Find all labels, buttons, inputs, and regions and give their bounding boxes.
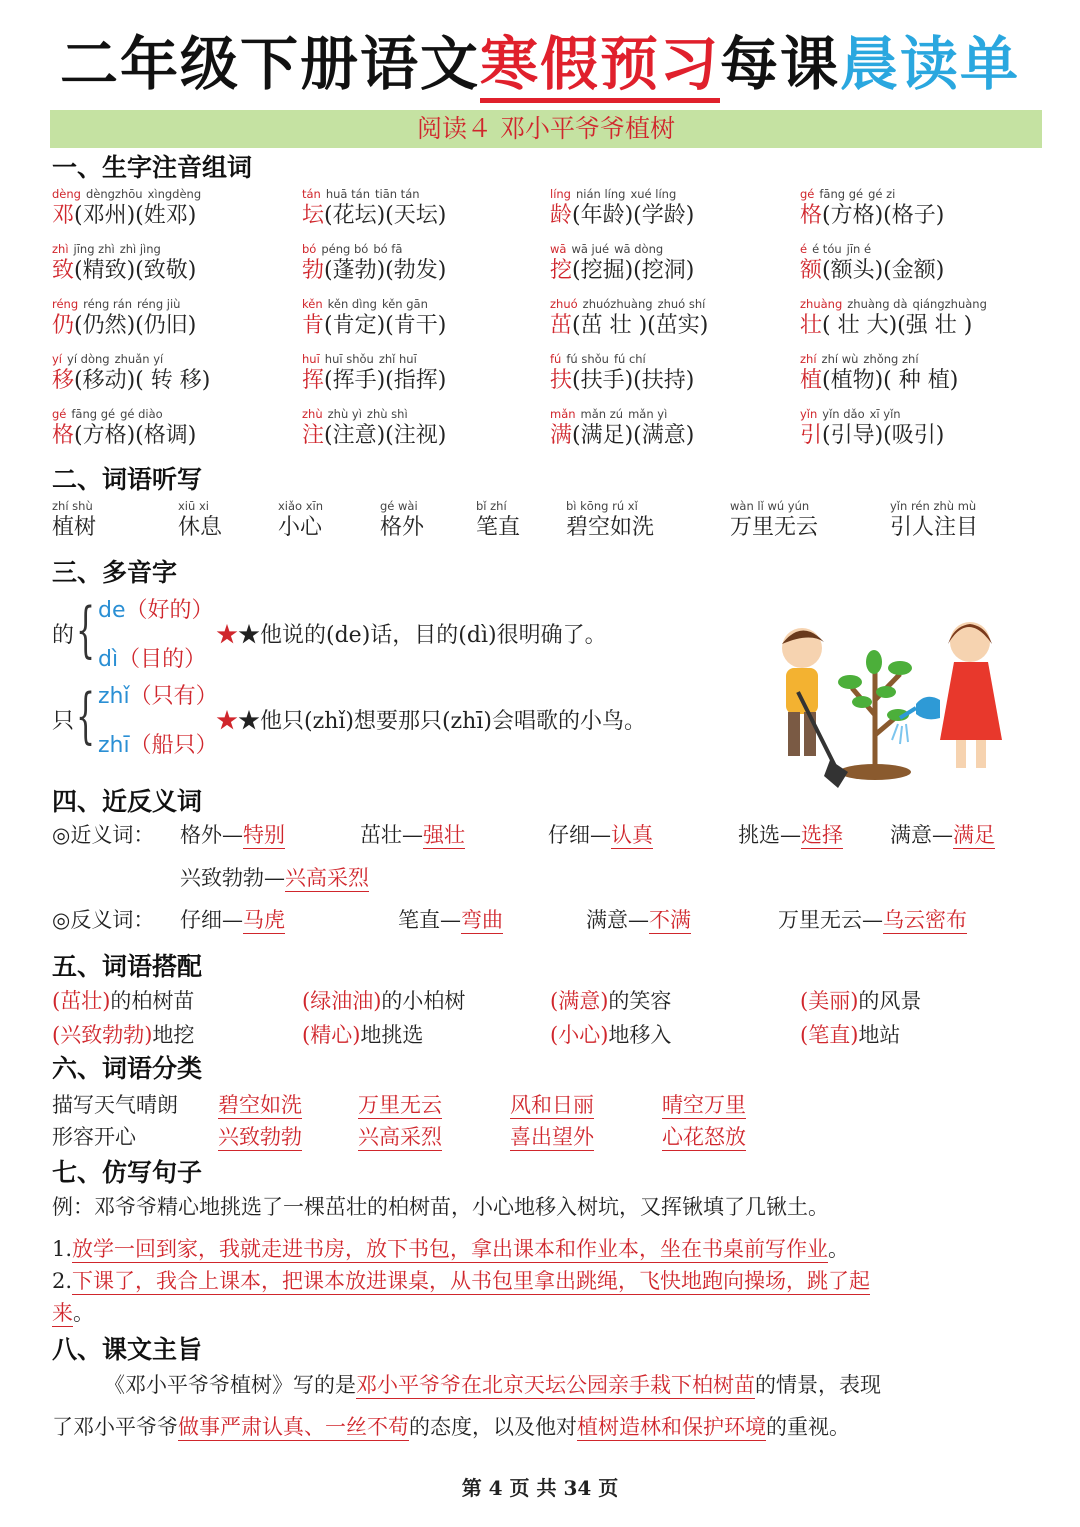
category-answer: 兴高采烈 xyxy=(358,1125,442,1149)
dictation-chars: 植树 xyxy=(52,515,97,540)
new-character: 壮 xyxy=(800,313,823,338)
pinyin: zhù shì xyxy=(366,407,408,421)
new-character: 移 xyxy=(52,368,75,393)
pinyin: zhuàng dà xyxy=(847,297,908,311)
collocation-answer: (精心) xyxy=(302,1023,361,1047)
pinyin-row xyxy=(302,407,446,421)
char-words xyxy=(550,201,694,231)
char-words xyxy=(550,311,710,341)
brace-icon: { xyxy=(76,595,96,665)
pinyin: kěn dìng xyxy=(327,297,377,311)
pinyin: gé xyxy=(800,187,815,201)
new-character: 致 xyxy=(52,258,75,283)
collocation-word: 的柏树苗 xyxy=(110,989,195,1013)
pinyin: bó fā xyxy=(373,242,403,256)
collocation-answer: (满意) xyxy=(550,989,609,1013)
collocation-word: 地挖 xyxy=(152,1023,195,1047)
word-groups: (额头)(金额) xyxy=(822,258,945,283)
section-heading-6: 六、词语分类 xyxy=(52,1054,203,1083)
dictation-pinyin: xiū xi xyxy=(178,499,209,513)
char-words xyxy=(302,256,446,286)
char-words xyxy=(550,366,694,396)
pair-answer: 强壮 xyxy=(423,823,465,847)
collocation-answer: (小心) xyxy=(550,1023,609,1047)
collocation xyxy=(550,1020,671,1050)
dictation-word xyxy=(178,499,222,543)
pinyin-row xyxy=(550,407,694,421)
category-word xyxy=(358,1122,442,1152)
char-entry xyxy=(800,297,992,341)
category-word xyxy=(218,1122,302,1152)
pair-word: 满意— xyxy=(586,908,649,932)
polyphone-char-zhi: 只 xyxy=(52,709,75,734)
pinyin: tán xyxy=(302,187,321,201)
char-words xyxy=(52,201,206,231)
pinyin: kěn xyxy=(302,297,323,311)
boy-figure xyxy=(782,628,848,788)
pinyin: é tóu xyxy=(812,242,842,256)
collocation xyxy=(800,986,921,1016)
pinyin: dèng xyxy=(52,187,81,201)
dictation-word xyxy=(730,499,818,543)
pinyin-row xyxy=(302,352,446,366)
char-entry xyxy=(302,242,446,286)
pinyin: jīn é xyxy=(846,242,872,256)
pinyin-row xyxy=(52,352,210,366)
dictation-word xyxy=(890,499,978,543)
collocation xyxy=(52,986,194,1016)
char-words xyxy=(550,256,694,286)
imitate-example: 例：邓爷爷精心地挑选了一棵茁壮的柏树苗，小心地移入树坑，又挥锹填了几锹土。 xyxy=(52,1195,829,1219)
char-entry xyxy=(800,242,944,286)
pinyin: zhuózhuàng xyxy=(582,297,653,311)
char-entry xyxy=(800,187,944,231)
title-each-lesson: 每课 xyxy=(720,30,841,98)
collocation-word: 的笑容 xyxy=(608,989,672,1013)
word-groups: (蓬勃)(勃发) xyxy=(324,258,447,283)
dictation-word xyxy=(52,499,96,543)
polyphone-sentence-1: ★★他说的(de)话，目的(dì)很明确了。 xyxy=(216,623,607,648)
pinyin: xī yǐn xyxy=(869,407,901,421)
word-groups: (花坛)(天坛) xyxy=(324,203,447,228)
word-groups: (仍然)(仍旧) xyxy=(74,313,197,338)
page-title xyxy=(0,26,1080,102)
pinyin: mǎn yì xyxy=(628,407,668,421)
category-label: 描写天气晴朗 xyxy=(52,1093,178,1117)
collocation-answer: (美丽) xyxy=(800,989,859,1013)
title-morning-sheet: 晨读单 xyxy=(840,30,1021,98)
pinyin: qiángzhuàng xyxy=(912,297,987,311)
pinyin: zhuó xyxy=(550,297,578,311)
new-character: 勃 xyxy=(302,258,325,283)
pinyin-row xyxy=(52,407,196,421)
char-entry xyxy=(550,352,694,396)
pair-answer: 不满 xyxy=(649,908,691,932)
char-words xyxy=(302,366,446,396)
pinyin: wā jué xyxy=(571,242,610,256)
char-entry xyxy=(302,352,446,396)
category-answer: 万里无云 xyxy=(358,1093,442,1117)
title-preview: 寒假预习 xyxy=(480,30,720,103)
collocation-word: 的风景 xyxy=(858,989,922,1013)
word-pair xyxy=(586,905,691,935)
word-groups: (肯定)(肯干) xyxy=(324,313,447,338)
word-groups: ( 壮 大)(强 壮 ) xyxy=(822,313,973,338)
section-heading-2: 二、词语听写 xyxy=(52,465,203,494)
char-entry xyxy=(550,187,694,231)
dictation-chars: 万里无云 xyxy=(730,515,819,540)
char-words xyxy=(800,366,958,396)
new-character: 邓 xyxy=(52,203,75,228)
new-character: 格 xyxy=(52,423,75,448)
pinyin: huī xyxy=(302,352,320,366)
pinyin: gé xyxy=(52,407,67,421)
word-groups: (扶手)(扶持) xyxy=(572,368,695,393)
pinyin: zhí xyxy=(800,352,817,366)
pair-word: 兴致勃勃— xyxy=(180,866,285,890)
imitate-answer-1: 1.放学一回到家，我就走进书房，放下书包，拿出课本和作业本，坐在书桌前写作业。 xyxy=(52,1237,850,1261)
category-word xyxy=(510,1090,594,1120)
pinyin-row xyxy=(550,352,694,366)
pair-word: 挑选— xyxy=(738,823,801,847)
char-words xyxy=(550,421,694,451)
lesson-banner: 阅读４ 邓小平爷爷植树 xyxy=(50,110,1042,148)
pair-answer: 弯曲 xyxy=(461,908,503,932)
pinyin-row xyxy=(302,187,446,201)
pinyin: yí dòng xyxy=(67,352,110,366)
pair-answer: 兴高采烈 xyxy=(285,866,369,890)
word-groups: (茁 壮 )(茁实) xyxy=(572,313,709,338)
pair-answer: 满足 xyxy=(953,823,995,847)
pair-answer: 选择 xyxy=(801,823,843,847)
char-words xyxy=(800,311,992,341)
pinyin: gé zi xyxy=(868,187,896,201)
word-groups: (年龄)(学龄) xyxy=(572,203,695,228)
pinyin: zhù yì xyxy=(327,407,362,421)
word-pair xyxy=(778,905,967,935)
pinyin: huā tán xyxy=(325,187,370,201)
pinyin: tiān tán xyxy=(374,187,420,201)
pinyin: wā dòng xyxy=(614,242,664,256)
new-character: 坛 xyxy=(302,203,325,228)
pinyin: wā xyxy=(550,242,567,256)
pinyin: mǎn zú xyxy=(580,407,624,421)
dictation-chars: 引人注目 xyxy=(890,515,979,540)
collocation-answer: (绿油油) xyxy=(302,989,382,1013)
word-groups: (邓州)(姓邓) xyxy=(74,203,197,228)
category-answer: 风和日丽 xyxy=(510,1093,594,1117)
pinyin: nián líng xyxy=(575,187,626,201)
char-words xyxy=(52,366,210,396)
collocation-word: 的小柏树 xyxy=(381,989,466,1013)
collocation-word: 地移入 xyxy=(608,1023,672,1047)
pinyin: zhuó shí xyxy=(657,297,706,311)
pinyin-row xyxy=(800,352,958,366)
dictation-chars: 休息 xyxy=(178,515,223,540)
word-groups: (方格)(格子) xyxy=(822,203,945,228)
char-words xyxy=(800,256,944,286)
page-footer: 第 4 页 共 34 页 xyxy=(461,1476,619,1500)
pair-answer: 马虎 xyxy=(243,908,285,932)
pair-word: 笔直— xyxy=(398,908,461,932)
title-grade: 二年级下册语文 xyxy=(59,30,480,98)
word-groups: (注意)(注视) xyxy=(324,423,447,448)
char-words xyxy=(302,201,446,231)
char-entry xyxy=(550,242,694,286)
new-character: 茁 xyxy=(550,313,573,338)
new-character: 植 xyxy=(800,368,823,393)
pinyin: líng xyxy=(550,187,571,201)
new-character: 扶 xyxy=(550,368,573,393)
pair-answer: 认真 xyxy=(611,823,653,847)
pinyin: fú shǒu xyxy=(566,352,609,366)
category-word xyxy=(662,1122,746,1152)
word-pair xyxy=(180,863,369,893)
pair-word: 仔细— xyxy=(180,908,243,932)
pinyin: réng rán xyxy=(83,297,132,311)
collocation xyxy=(52,1020,194,1050)
section-heading-1: 一、生字注音组词 xyxy=(52,153,253,182)
word-groups: (植物)( 种 植) xyxy=(822,368,959,393)
category-word xyxy=(358,1090,442,1120)
word-groups: (挥手)(指挥) xyxy=(324,368,447,393)
word-pair xyxy=(180,905,285,935)
pinyin: yǐn xyxy=(800,407,818,421)
pinyin: fú chí xyxy=(613,352,646,366)
pair-word: 万里无云— xyxy=(778,908,883,932)
word-pair xyxy=(548,820,653,850)
category-answer: 喜出望外 xyxy=(510,1125,594,1149)
girl-figure xyxy=(892,622,1002,768)
dictation-word xyxy=(566,499,654,543)
char-words xyxy=(52,311,196,341)
pinyin-row xyxy=(52,187,206,201)
pinyin: réng jiù xyxy=(137,297,181,311)
word-groups: (精致)(致敬) xyxy=(74,258,197,283)
collocation xyxy=(302,1020,423,1050)
pair-answer: 乌云密布 xyxy=(883,908,967,932)
char-entry xyxy=(800,407,944,451)
word-groups: (满足)(满意) xyxy=(572,423,695,448)
pinyin-row xyxy=(302,297,446,311)
new-character: 龄 xyxy=(550,203,573,228)
pinyin: zhuǎn yí xyxy=(114,352,164,366)
category-label: 形容开心 xyxy=(52,1125,136,1149)
pinyin: xué líng xyxy=(630,187,677,201)
pair-word: 格外— xyxy=(180,823,243,847)
pair-word: 满意— xyxy=(890,823,953,847)
category-answer: 心花怒放 xyxy=(662,1125,746,1149)
imitate-answer-2: 2.下课了，我合上课本，把课本放进课桌，从书包里拿出跳绳，飞快地跑向操场，跳了起 xyxy=(52,1269,871,1293)
dictation-word xyxy=(476,499,520,543)
pinyin-row xyxy=(52,297,196,311)
polyphone-reading-zhi3: zhǐ（只有） xyxy=(98,684,218,709)
section-heading-4: 四、近反义词 xyxy=(52,787,203,816)
pinyin: zhù xyxy=(302,407,323,421)
pair-label: ◎近义词： xyxy=(52,823,155,847)
char-words xyxy=(52,421,196,451)
polyphone-reading-di: dì（目的） xyxy=(98,647,207,672)
pinyin-row xyxy=(52,242,196,256)
word-pair xyxy=(180,820,285,850)
dictation-pinyin: yǐn rén zhù mù xyxy=(890,499,977,513)
new-character: 引 xyxy=(800,423,823,448)
dictation-pinyin: bǐ zhí xyxy=(476,499,507,513)
section-heading-5: 五、词语搭配 xyxy=(52,952,203,981)
polyphone-char-de: 的 xyxy=(52,623,75,648)
char-entry xyxy=(550,297,710,341)
char-words xyxy=(302,311,446,341)
new-character: 满 xyxy=(550,423,573,448)
pair-label: ◎反义词： xyxy=(52,908,155,932)
dictation-chars: 笔直 xyxy=(476,515,521,540)
category-answer: 碧空如洗 xyxy=(218,1093,302,1117)
dictation-pinyin: xiǎo xīn xyxy=(278,499,324,513)
char-entry xyxy=(52,352,210,396)
pinyin: réng xyxy=(52,297,79,311)
section-heading-3: 三、多音字 xyxy=(52,558,178,587)
new-character: 肯 xyxy=(302,313,325,338)
new-character: 注 xyxy=(302,423,325,448)
pinyin-row xyxy=(550,242,694,256)
dictation-pinyin: bì kōng rú xǐ xyxy=(566,499,638,513)
category-answer: 兴致勃勃 xyxy=(218,1125,302,1149)
word-groups: (挖掘)(挖洞) xyxy=(572,258,695,283)
category-word xyxy=(218,1090,302,1120)
pair-word: 茁壮— xyxy=(360,823,423,847)
pinyin: é xyxy=(800,242,808,256)
imitate-answer-2-cont: 来。 xyxy=(52,1301,94,1325)
dictation-chars: 碧空如洗 xyxy=(566,515,655,540)
pair-word: 仔细— xyxy=(548,823,611,847)
char-words xyxy=(302,421,446,451)
word-pair xyxy=(738,820,843,850)
char-entry xyxy=(800,352,958,396)
dictation-pinyin: gé wài xyxy=(380,499,418,513)
pinyin: zhì xyxy=(52,242,69,256)
pinyin: jīng zhì xyxy=(73,242,115,256)
pinyin: gé diào xyxy=(120,407,163,421)
category-word xyxy=(510,1122,594,1152)
pinyin-row xyxy=(550,187,694,201)
pinyin-row xyxy=(800,187,944,201)
word-pair xyxy=(398,905,503,935)
dictation-chars: 小心 xyxy=(278,515,323,540)
pinyin: dèngzhōu xyxy=(85,187,143,201)
pinyin-row xyxy=(550,297,710,311)
new-character: 格 xyxy=(800,203,823,228)
new-character: 仍 xyxy=(52,313,75,338)
char-entry xyxy=(302,187,446,231)
pinyin: zhǒng zhí xyxy=(863,352,919,366)
char-words xyxy=(800,421,944,451)
dictation-pinyin: wàn lǐ wú yún xyxy=(730,499,810,513)
theme-line-1: 《邓小平爷爷植树》写的是邓小平爷爷在北京天坛公园亲手栽下柏树苗的情景，表现 xyxy=(104,1373,881,1397)
pinyin-row xyxy=(800,297,992,311)
pinyin: zhì jìng xyxy=(119,242,161,256)
pinyin: xìngdèng xyxy=(147,187,202,201)
pinyin: zhǐ huī xyxy=(378,352,417,366)
word-groups: (方格)(格调) xyxy=(74,423,197,448)
category-word xyxy=(662,1090,746,1120)
char-entry xyxy=(52,407,196,451)
pinyin: péng bó xyxy=(321,242,369,256)
word-pair xyxy=(890,820,995,850)
theme-line-2: 了邓小平爷爷做事严肃认真、一丝不苟的态度，以及他对植树造林和保护环境的重视。 xyxy=(52,1415,850,1439)
dictation-chars: 格外 xyxy=(380,515,425,540)
brace-icon: { xyxy=(76,681,96,751)
polyphone-reading-de: de（好的） xyxy=(98,598,214,623)
collocation-answer: (笔直) xyxy=(800,1023,859,1047)
pinyin: yí xyxy=(52,352,63,366)
pinyin-row xyxy=(800,242,944,256)
pinyin: zhuàng xyxy=(800,297,843,311)
pinyin: yǐn dǎo xyxy=(822,407,865,421)
char-words xyxy=(800,201,944,231)
collocation xyxy=(550,986,671,1016)
dictation-pinyin: zhí shù xyxy=(52,499,93,513)
new-character: 额 xyxy=(800,258,823,283)
collocation-word: 地站 xyxy=(858,1023,901,1047)
pinyin: bó xyxy=(302,242,317,256)
pinyin: fāng gé xyxy=(71,407,116,421)
char-words xyxy=(52,256,196,286)
char-entry xyxy=(302,407,446,451)
pinyin: fú xyxy=(550,352,562,366)
collocation-word: 地挑选 xyxy=(360,1023,424,1047)
category-answer: 晴空万里 xyxy=(662,1093,746,1117)
collocation xyxy=(302,986,465,1016)
char-entry xyxy=(52,297,196,341)
tree-planting-illustration xyxy=(740,600,1030,800)
polyphone-reading-zhi1: zhī（船只） xyxy=(98,733,218,758)
collocation-answer: (兴致勃勃) xyxy=(52,1023,153,1047)
pinyin: fāng gé xyxy=(819,187,864,201)
dictation-word xyxy=(380,499,424,543)
char-entry xyxy=(52,187,206,231)
polyphone-sentence-2: ★★他只(zhǐ)想要那只(zhī)会唱歌的小鸟。 xyxy=(216,709,646,734)
pinyin-row xyxy=(800,407,944,421)
pair-answer: 特别 xyxy=(243,823,285,847)
word-pair xyxy=(360,820,465,850)
new-character: 挖 xyxy=(550,258,573,283)
pinyin: zhí wù xyxy=(821,352,859,366)
collocation xyxy=(800,1020,900,1050)
pinyin: mǎn xyxy=(550,407,576,421)
section-heading-7: 七、仿写句子 xyxy=(52,1158,203,1187)
pinyin: huī shǒu xyxy=(324,352,374,366)
char-entry xyxy=(302,297,446,341)
pinyin: kěn gān xyxy=(381,297,428,311)
char-entry xyxy=(550,407,694,451)
section-heading-8: 八、课文主旨 xyxy=(52,1335,203,1364)
dictation-word xyxy=(278,499,323,543)
new-character: 挥 xyxy=(302,368,325,393)
char-entry xyxy=(52,242,196,286)
pinyin-row xyxy=(302,242,446,256)
word-groups: (引导)(吸引) xyxy=(822,423,945,448)
word-groups: (移动)( 转 移) xyxy=(74,368,211,393)
collocation-answer: (茁壮) xyxy=(52,989,111,1013)
